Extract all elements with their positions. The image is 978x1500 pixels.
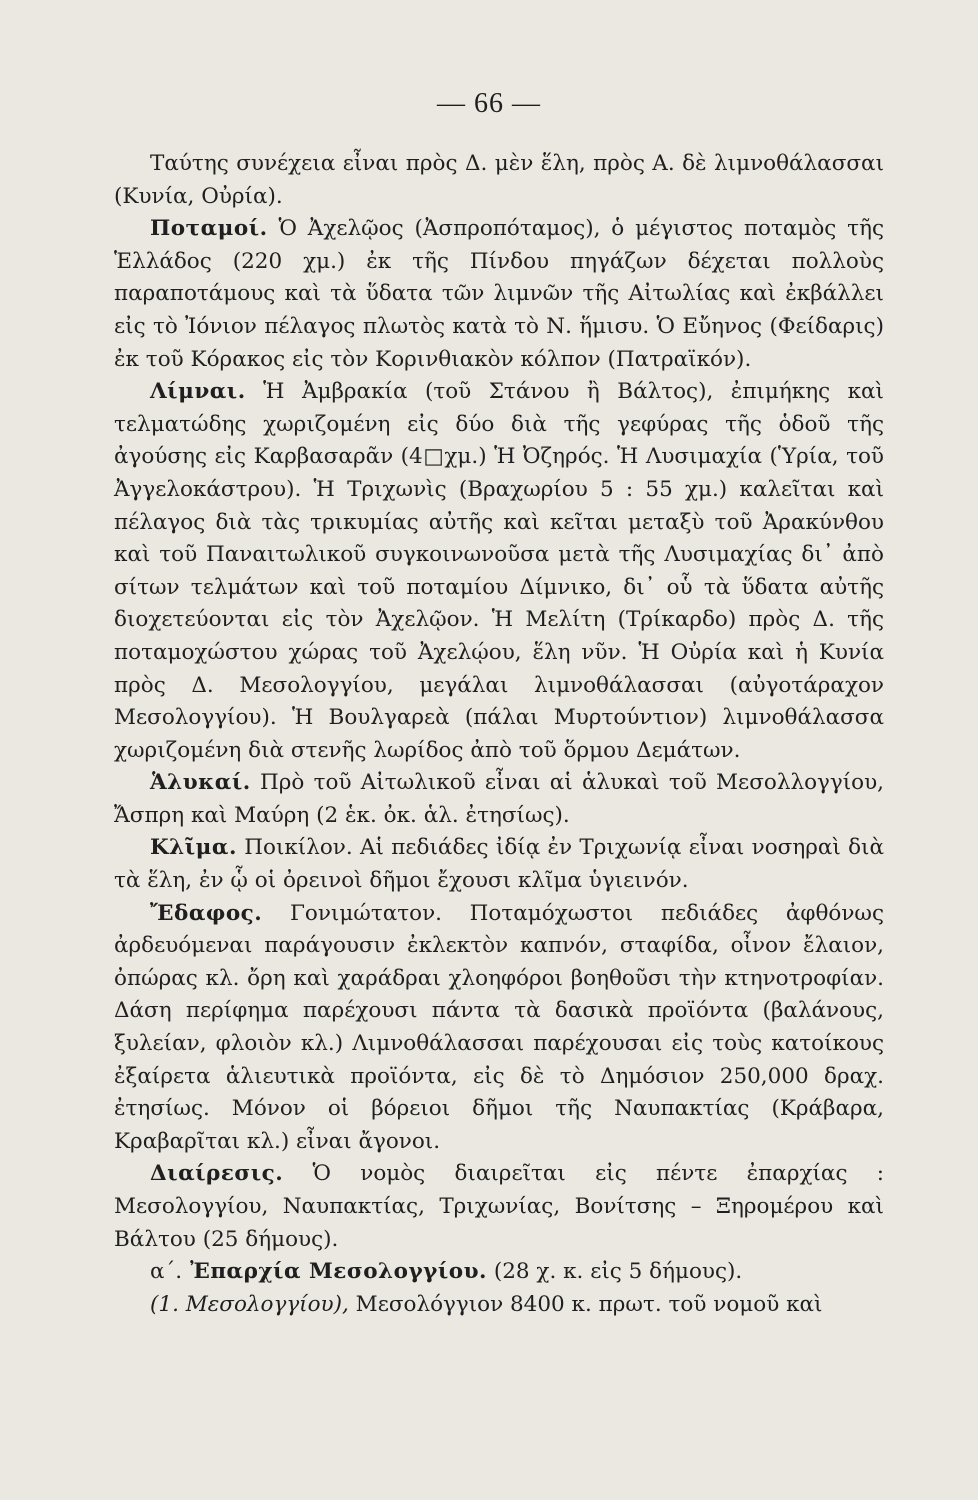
- paragraph-text: Ὁ Ἀχελῷος (Ἀσπροπόταμος), ὁ μέγιστος ποταμὸς τῆς Ἑλλάδος (220 χμ.) ἐκ τῆς Πίνδου πηγάζων δέχεται πολλοὺς παραποτάμους καὶ τὰ ὕδατα τῶν λιμνῶν τῆς Αἰτωλίας καὶ ἐκβάλλει εἰς τὸ Ἰόνιον πέλαγος πλωτὸς κατὰ τὸ Ν. ἥμισυ. Ὁ Εὔηνος (Φείδαρις) ἐκ τοῦ Κόρακος εἰς τὸν Κορινθιακὸν κόλπον (Πατραϊκόν).: [114, 216, 884, 372]
- paragraph-diairesis: [114, 1158, 884, 1256]
- paragraph-alikai: [114, 767, 884, 832]
- paragraph-text: Ὁ νομὸς διαιρεῖται εἰς πέντε ἐπαρχίας : Μεσολογγίου, Ναυπακτίας, Τριχωνίας, Βονίτσης – Ξηρομέρου καὶ Βάλτου (25 δήμους).: [114, 1161, 884, 1252]
- section-heading-limnai: Λίμναι.: [150, 379, 246, 405]
- page-number: — 66 —: [437, 88, 541, 119]
- paragraph-text: Ποικίλον. Αἱ πεδιάδες ἰδίᾳ ἐν Τριχωνίᾳ εἶναι νοσηραὶ διὰ τὰ ἕλη, ἐν ᾧ οἱ ὀρεινοὶ δῆμοι ἔχουσι κλῖμα ὑγιεινόν.: [114, 835, 884, 894]
- paragraph-limnai: [114, 376, 884, 767]
- section-heading-diairesis: Διαίρεσις.: [150, 1161, 284, 1187]
- paragraph-mesolongi: [114, 1289, 884, 1322]
- paragraph-text: Ἡ Ἀμβρακία (τοῦ Στάνου ἢ Βάλτος), ἐπιμήκης καὶ τελματώδης χωριζομένη εἰς δύο διὰ τῆς γεφύρας τῆς ὁδοῦ τῆς ἀγούσης εἰς Καρβασαρᾶν (4□χμ.) Ἡ Ὀζηρός. Ἡ Λυσιμαχία (Ὑρία, τοῦ Ἀγγελοκάστρου). Ἡ Τριχωνὶς (Βραχωρίου 5 : 55 χμ.) καλεῖται καὶ πέλαγος διὰ τὰς τρικυμίας αὐτῆς καὶ κεῖται μεταξὺ τοῦ Ἀρακύνθου καὶ τοῦ Παναιτωλικοῦ συγκοινωνοῦσα μετὰ τῆς Λυσιμαχίας δι᾽ ἀπὸ σίτων τελμάτων καὶ τοῦ ποταμίου Δίμνικο, δι᾽ οὗ τὰ ὕδατα αὐτῆς διοχετεύονται εἰς τὸν Ἀχελῷον. Ἡ Μελίτη (Τρίκαρδο) πρὸς Δ. τῆς ποταμοχώστου χώρας τοῦ Ἀχελῴου, ἕλη νῦν. Ἡ Οὐρία καὶ ἡ Κυνία πρὸς Δ. Μεσολογγίου, μεγάλαι λιμνοθάλασσαι (αὐγοτάραχον Μεσολογγίου). Ἡ Βουλγαρεὰ (πάλαι Μυρτούντιον) λιμνοθάλασσα χωριζομένη διὰ στενῆς λωρίδος ἀπὸ τοῦ ὅρμου Δεμάτων.: [114, 379, 884, 763]
- paragraph-klima: [114, 832, 884, 897]
- section-heading-edafos: Ἔδαφος.: [150, 900, 263, 926]
- paragraph-potamoi: [114, 213, 884, 376]
- section-heading-potamoi: Ποταμοί.: [150, 216, 268, 242]
- paragraph-text: Ταύτης συνέχεια εἶναι πρὸς Δ. μὲν ἕλη, πρὸς Α. δὲ λιμνοθάλασσαι (Κυνία, Οὐρία).: [114, 151, 884, 209]
- paragraph-text: (28 χ. κ. εἰς 5 δήμους).: [487, 1259, 743, 1285]
- section-heading-klima: Κλῖμα.: [150, 835, 237, 861]
- paragraph-text: Γονιμώτατον. Ποταμόχωστοι πεδιάδες ἀφθόνως ἀρδευόμεναι παράγουσιν ἐκλεκτὸν καπνόν, σταφίδα, οἶνον ἔλαιον, ὀπώρας κλ. ὄρη καὶ χαράδραι χλοηφόροι βοηθοῦσι τὴν κτηνοτροφίαν. Δάση περίφημα παρέχουσι πάντα τὰ δασικὰ προϊόντα (βαλάνους, ξυλείαν, φλοιὸν κλ.) Λιμνοθάλασσαι παρέχουσαι εἰς τοὺς κατοίκους ἐξαίρετα ἁλιευτικὰ προϊόντα, εἰς δὲ τὸ Δημόσιον 250,000 δραχ. ἐτησίως. Μόνον οἱ βόρειοι δῆμοι τῆς Ναυπακτίας (Κράβαρα, Κραβαρῖται κλ.) εἶναι ἄγονοι.: [114, 900, 884, 1154]
- deme-heading: (1. Μεσολογγίου),: [150, 1291, 349, 1317]
- paragraph-text: Πρὸ τοῦ Αἰτωλικοῦ εἶναι αἱ ἁλυκαὶ τοῦ Μεσολλογγίου, Ἄσπρη καὶ Μαύρη (2 ἑκ. ὀκ. ἁλ. ἐτησίως).: [114, 770, 884, 828]
- body-text: [114, 148, 884, 1321]
- paragraph-intro: [114, 148, 884, 213]
- paragraph-edafos: [114, 898, 884, 1159]
- paragraph-eparchia: [114, 1256, 884, 1289]
- section-heading-alikai: Ἁλυκαί.: [150, 770, 251, 796]
- section-heading-eparchia: Ἐπαρχία Μεσολογγίου.: [182, 1259, 487, 1285]
- eparchia-numeral: α΄.: [150, 1259, 183, 1285]
- paragraph-text: Μεσολόγγιον 8400 κ. πρωτ. τοῦ νομοῦ καὶ: [348, 1291, 823, 1317]
